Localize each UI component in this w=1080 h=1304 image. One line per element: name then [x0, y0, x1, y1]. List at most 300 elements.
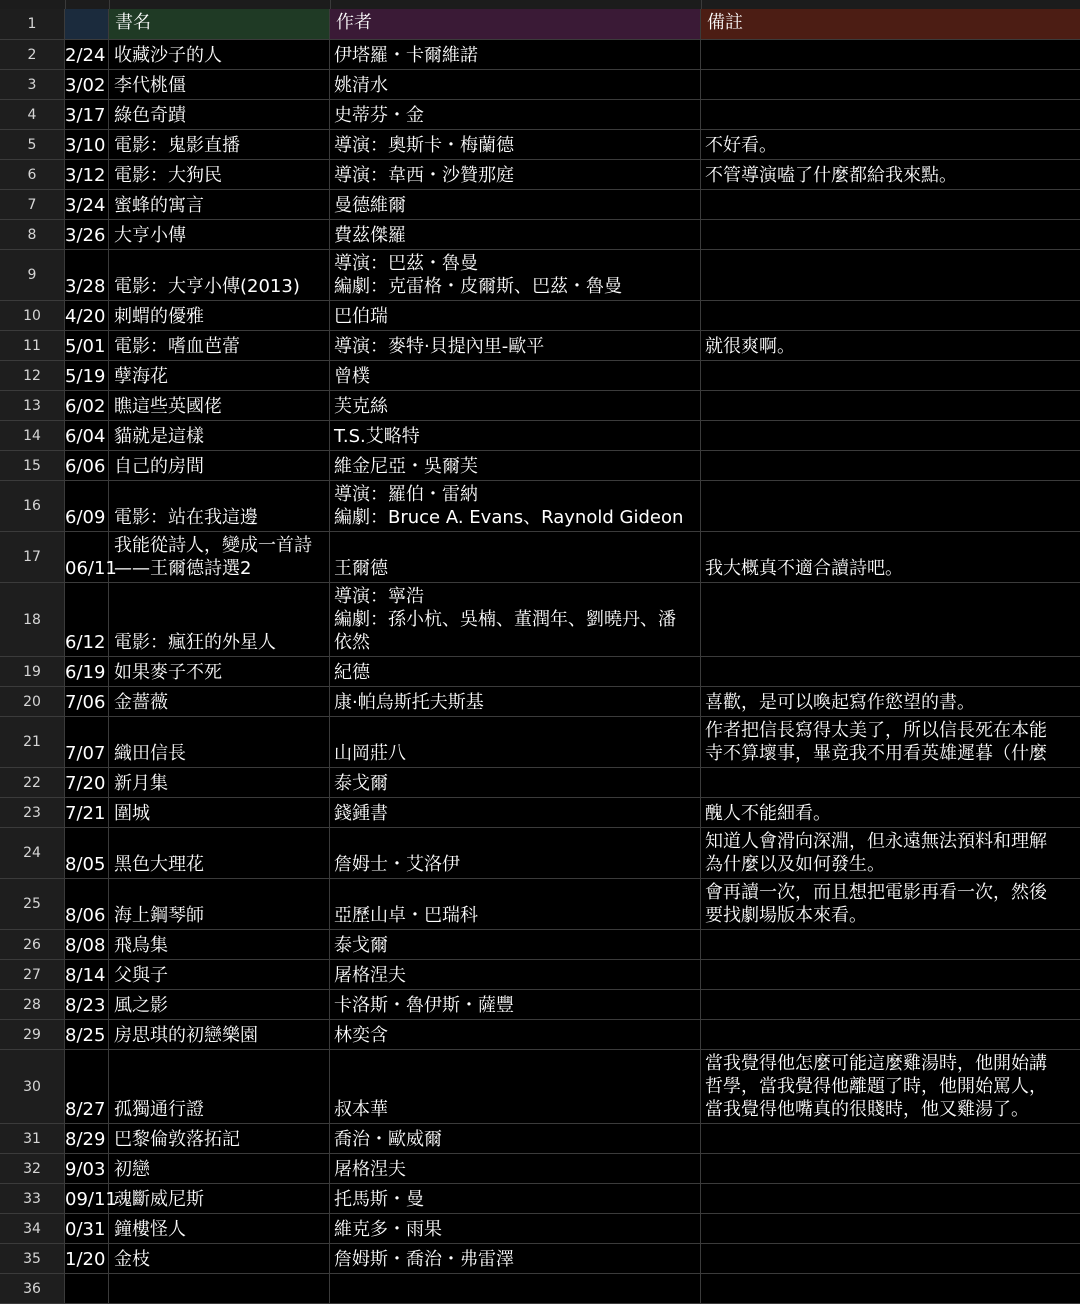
- row-number[interactable]: 22: [0, 768, 65, 798]
- cell-text: 2/24: [65, 45, 106, 66]
- cell-text: 圍城: [114, 803, 150, 824]
- table-row: [0, 930, 1080, 960]
- cell-text: 收藏沙子的人: [114, 45, 222, 66]
- column-divider: [701, 0, 702, 9]
- cell-text: 叔本華: [334, 1099, 388, 1120]
- cell-note[interactable]: [701, 1020, 1080, 1050]
- cell-author[interactable]: [330, 657, 701, 687]
- cell-text: 黑色大理花: [114, 854, 204, 875]
- cell-text: 泰戈爾: [334, 935, 388, 956]
- row-number[interactable]: 7: [0, 190, 65, 220]
- cell-text: 5/19: [65, 366, 106, 387]
- cell-note[interactable]: [701, 361, 1080, 391]
- cell-title[interactable]: [109, 70, 330, 100]
- cell-text: 魂斷威尼斯: [114, 1189, 204, 1210]
- cell-title[interactable]: [109, 583, 330, 657]
- cell-text: 姚清水: [334, 75, 388, 96]
- cell-date[interactable]: [65, 879, 109, 930]
- cell-title[interactable]: [109, 990, 330, 1020]
- table-row: [0, 1154, 1080, 1184]
- cell-author[interactable]: [330, 100, 701, 130]
- cell-author[interactable]: [330, 532, 701, 583]
- cell-note[interactable]: [701, 1184, 1080, 1214]
- cell-note[interactable]: [701, 583, 1080, 657]
- cell-text: 伊塔羅・卡爾維諾: [334, 45, 478, 66]
- table-row: [0, 828, 1080, 879]
- cell-text: 8/27: [65, 1099, 106, 1120]
- cell-text: 5/01: [65, 336, 106, 357]
- cell-text: 李代桃僵: [114, 75, 186, 96]
- table-row: [0, 250, 1080, 301]
- table-row: [0, 583, 1080, 657]
- cell-text: 屠格涅夫: [334, 1159, 406, 1180]
- cell-text: 導演：麥特·貝提內里-歐平: [334, 336, 545, 357]
- cell-text: 綠色奇蹟: [114, 105, 186, 126]
- cell-date[interactable]: [65, 657, 109, 687]
- cell-note[interactable]: [701, 1154, 1080, 1184]
- table-row: [0, 301, 1080, 331]
- row-number[interactable]: 1: [0, 9, 65, 40]
- row-number[interactable]: 27: [0, 960, 65, 990]
- table-row: [0, 451, 1080, 481]
- cell-title[interactable]: [109, 1274, 330, 1304]
- cell-date[interactable]: [65, 481, 109, 532]
- row-number[interactable]: 34: [0, 1214, 65, 1244]
- cell-author[interactable]: [330, 687, 701, 717]
- row-number[interactable]: 29: [0, 1020, 65, 1050]
- cell-text: 不管導演嗑了什麼都給我來點。: [705, 165, 957, 186]
- row-number[interactable]: 2: [0, 40, 65, 70]
- cell-date[interactable]: [65, 190, 109, 220]
- cell-text: 3/02: [65, 75, 106, 96]
- cell-text: 9/03: [65, 1159, 106, 1180]
- cell-author[interactable]: [330, 930, 701, 960]
- cell-text: 海上鋼琴師: [114, 905, 204, 926]
- cell-author[interactable]: [330, 798, 701, 828]
- cell-text: 醜人不能細看。: [705, 803, 831, 824]
- cell-text: 房思琪的初戀樂園: [114, 1025, 258, 1046]
- row-number[interactable]: 11: [0, 331, 65, 361]
- table-row: [0, 421, 1080, 451]
- cell-note[interactable]: [701, 421, 1080, 451]
- cell-text: 蜜蜂的寓言: [114, 195, 204, 216]
- cell-note[interactable]: [701, 930, 1080, 960]
- cell-text: 林奕含: [334, 1025, 388, 1046]
- cell-text: 電影：嗜血芭蕾: [114, 336, 240, 357]
- cell-note[interactable]: [701, 250, 1080, 301]
- cell-date[interactable]: [65, 130, 109, 160]
- cell-text: 8/23: [65, 995, 106, 1016]
- cell-text: 康·帕烏斯托夫斯基: [334, 692, 484, 713]
- cell-text: 0/31: [65, 1219, 106, 1240]
- cell-text: 6/02: [65, 396, 106, 417]
- cell-text: 7/07: [65, 743, 106, 764]
- cell-date[interactable]: [65, 1274, 109, 1304]
- cell-author[interactable]: [330, 391, 701, 421]
- cell-note[interactable]: [701, 160, 1080, 190]
- cell-date[interactable]: [65, 391, 109, 421]
- cell-title[interactable]: [109, 687, 330, 717]
- cell-title[interactable]: [109, 331, 330, 361]
- column-divider: [109, 0, 110, 9]
- cell-title[interactable]: [109, 391, 330, 421]
- cell-text: 8/06: [65, 905, 106, 926]
- cell-author[interactable]: [330, 990, 701, 1020]
- cell-text: 導演：奧斯卡・梅蘭德: [334, 135, 514, 156]
- row-number[interactable]: 21: [0, 717, 65, 768]
- table-row: [0, 391, 1080, 421]
- cell-title[interactable]: [109, 301, 330, 331]
- column-header-strip: [0, 0, 1080, 9]
- row-number[interactable]: 33: [0, 1184, 65, 1214]
- cell-date[interactable]: [65, 421, 109, 451]
- table-row: [0, 1050, 1080, 1124]
- cell-text: 6/19: [65, 662, 106, 683]
- cell-title[interactable]: [109, 879, 330, 930]
- table-row: [0, 1274, 1080, 1304]
- row-number[interactable]: 30: [0, 1050, 65, 1124]
- row-number[interactable]: 8: [0, 220, 65, 250]
- cell-title[interactable]: [109, 220, 330, 250]
- cell-note[interactable]: [701, 451, 1080, 481]
- cell-author[interactable]: [330, 451, 701, 481]
- cell-author[interactable]: [330, 768, 701, 798]
- table-row: [0, 220, 1080, 250]
- header-row: [0, 9, 1080, 40]
- cell-title[interactable]: [109, 532, 330, 583]
- cell-text: 6/04: [65, 426, 106, 447]
- cell-text: 曾樸: [334, 366, 370, 387]
- cell-note[interactable]: [701, 960, 1080, 990]
- header-cell-date[interactable]: [65, 9, 109, 40]
- cell-note[interactable]: [701, 220, 1080, 250]
- table-row: [0, 798, 1080, 828]
- cell-date[interactable]: [65, 361, 109, 391]
- cell-text: 初戀: [114, 1159, 150, 1180]
- cell-text: 就很爽啊。: [705, 336, 795, 357]
- cell-text: 3/10: [65, 135, 106, 156]
- cell-author[interactable]: [330, 40, 701, 70]
- header-label: 作者: [336, 12, 372, 33]
- cell-text: 電影：大狗民: [114, 165, 222, 186]
- cell-title[interactable]: [109, 100, 330, 130]
- cell-note[interactable]: [701, 301, 1080, 331]
- cell-text: 刺蝟的優雅: [114, 306, 204, 327]
- table-row: [0, 130, 1080, 160]
- cell-text: 貓就是這樣: [114, 426, 204, 447]
- cell-author[interactable]: [330, 331, 701, 361]
- cell-date[interactable]: [65, 1124, 109, 1154]
- row-number[interactable]: 19: [0, 657, 65, 687]
- cell-text: 山岡莊八: [334, 743, 406, 764]
- cell-date[interactable]: [65, 990, 109, 1020]
- cell-title[interactable]: [109, 40, 330, 70]
- header-cell-author[interactable]: [330, 9, 701, 40]
- cell-text: 織田信長: [114, 743, 186, 764]
- cell-author[interactable]: [330, 1214, 701, 1244]
- cell-title[interactable]: [109, 481, 330, 532]
- cell-text: 8/08: [65, 935, 106, 956]
- cell-date[interactable]: [65, 1020, 109, 1050]
- table-row: [0, 40, 1080, 70]
- row-number[interactable]: 35: [0, 1244, 65, 1274]
- cell-note[interactable]: [701, 190, 1080, 220]
- cell-title[interactable]: [109, 1154, 330, 1184]
- cell-title[interactable]: [109, 160, 330, 190]
- table-row: [0, 532, 1080, 583]
- cell-date[interactable]: [65, 1154, 109, 1184]
- cell-title[interactable]: [109, 1124, 330, 1154]
- cell-title[interactable]: [109, 1244, 330, 1274]
- table-row: [0, 1020, 1080, 1050]
- table-row: [0, 361, 1080, 391]
- cell-text: 3/28: [65, 276, 106, 297]
- cell-title[interactable]: [109, 960, 330, 990]
- cell-text: 6/06: [65, 456, 106, 477]
- cell-date[interactable]: [65, 100, 109, 130]
- cell-author[interactable]: [330, 1050, 701, 1124]
- cell-date[interactable]: [65, 1184, 117, 1214]
- cell-note[interactable]: [701, 391, 1080, 421]
- cell-note[interactable]: [701, 1244, 1080, 1274]
- cell-date[interactable]: [65, 220, 109, 250]
- row-number[interactable]: 24: [0, 828, 65, 879]
- cell-text: 導演：寧浩 編劇：孫小杭、吳楠、董潤年、劉曉丹、潘 依然: [334, 586, 676, 653]
- cell-title[interactable]: [109, 361, 330, 391]
- cell-note[interactable]: [701, 70, 1080, 100]
- cell-text: 7/20: [65, 773, 106, 794]
- cell-text: 風之影: [114, 995, 168, 1016]
- table-row: [0, 1214, 1080, 1244]
- row-number[interactable]: 5: [0, 130, 65, 160]
- cell-text: 我大概真不適合讀詩吧。: [705, 558, 903, 579]
- cell-text: 8/25: [65, 1025, 106, 1046]
- cell-text: 3/26: [65, 225, 106, 246]
- cell-text: 6/09: [65, 507, 106, 528]
- row-number[interactable]: 15: [0, 451, 65, 481]
- cell-note[interactable]: [701, 1050, 1080, 1124]
- cell-date[interactable]: [65, 687, 109, 717]
- cell-title[interactable]: [109, 717, 330, 768]
- row-number[interactable]: 18: [0, 583, 65, 657]
- row-number[interactable]: 13: [0, 391, 65, 421]
- cell-date[interactable]: [65, 798, 109, 828]
- cell-author[interactable]: [330, 1274, 701, 1304]
- row-number[interactable]: 4: [0, 100, 65, 130]
- cell-text: 孤獨通行證: [114, 1099, 204, 1120]
- cell-date[interactable]: [65, 250, 109, 301]
- cell-author[interactable]: [330, 361, 701, 391]
- cell-text: 詹姆士・艾洛伊: [334, 854, 460, 875]
- cell-author[interactable]: [330, 301, 701, 331]
- table-row: [0, 1244, 1080, 1274]
- cell-title[interactable]: [109, 930, 330, 960]
- cell-note[interactable]: [701, 331, 1080, 361]
- row-number[interactable]: 36: [0, 1274, 65, 1304]
- row-number[interactable]: 28: [0, 990, 65, 1020]
- cell-author[interactable]: [330, 583, 701, 657]
- cell-author[interactable]: [330, 421, 701, 451]
- cell-author[interactable]: [330, 250, 701, 301]
- cell-author[interactable]: [330, 960, 701, 990]
- row-number[interactable]: 6: [0, 160, 65, 190]
- cell-text: 屠格涅夫: [334, 965, 406, 986]
- table-row: [0, 990, 1080, 1020]
- cell-text: 維金尼亞・吳爾芙: [334, 456, 478, 477]
- cell-title[interactable]: [109, 130, 330, 160]
- cell-note[interactable]: [701, 481, 1080, 532]
- cell-text: 孽海花: [114, 366, 168, 387]
- table-row: [0, 100, 1080, 130]
- cell-title[interactable]: [109, 657, 330, 687]
- cell-text: 我能從詩人，變成一首詩 ——王爾德詩選2: [114, 535, 312, 579]
- cell-author[interactable]: [330, 160, 701, 190]
- cell-title[interactable]: [109, 1214, 330, 1244]
- cell-note[interactable]: [701, 717, 1080, 768]
- cell-text: 8/05: [65, 854, 106, 875]
- cell-date[interactable]: [65, 70, 109, 100]
- column-divider: [65, 0, 66, 9]
- cell-text: 3/24: [65, 195, 106, 216]
- cell-author[interactable]: [330, 130, 701, 160]
- cell-text: 知道人會滑向深淵，但永遠無法預料和理解 為什麼以及如何發生。: [705, 831, 1047, 875]
- cell-author[interactable]: [330, 70, 701, 100]
- cell-date[interactable]: [65, 160, 109, 190]
- row-number[interactable]: 10: [0, 301, 65, 331]
- cell-date[interactable]: [65, 828, 109, 879]
- row-number[interactable]: 32: [0, 1154, 65, 1184]
- cell-note[interactable]: [701, 798, 1080, 828]
- cell-text: 3/12: [65, 165, 106, 186]
- cell-author[interactable]: [330, 220, 701, 250]
- cell-title[interactable]: [109, 190, 330, 220]
- row-number[interactable]: 12: [0, 361, 65, 391]
- cell-text: 巴伯瑞: [334, 306, 388, 327]
- cell-text: 09/11: [65, 1189, 117, 1210]
- row-number[interactable]: 17: [0, 532, 65, 583]
- cell-text: 8/29: [65, 1129, 106, 1150]
- row-number[interactable]: 25: [0, 879, 65, 930]
- cell-author[interactable]: [330, 717, 701, 768]
- cell-text: 亞歷山卓・巴瑞科: [334, 905, 478, 926]
- row-number[interactable]: 23: [0, 798, 65, 828]
- cell-text: 費茲傑羅: [334, 225, 406, 246]
- row-number[interactable]: 26: [0, 930, 65, 960]
- cell-author[interactable]: [330, 828, 701, 879]
- cell-author[interactable]: [330, 1124, 701, 1154]
- cell-date[interactable]: [65, 1244, 109, 1274]
- cell-note[interactable]: [701, 879, 1080, 930]
- header-cell-title[interactable]: [109, 9, 330, 40]
- table-row: [0, 960, 1080, 990]
- cell-title[interactable]: [109, 250, 330, 301]
- cell-date[interactable]: [65, 717, 109, 768]
- cell-note[interactable]: [701, 1124, 1080, 1154]
- cell-note[interactable]: [701, 1214, 1080, 1244]
- cell-text: 瞧這些英國佬: [114, 396, 222, 417]
- cell-text: 電影：鬼影直播: [114, 135, 240, 156]
- cell-text: 王爾德: [334, 558, 388, 579]
- row-number[interactable]: 9: [0, 250, 65, 301]
- cell-title[interactable]: [109, 421, 330, 451]
- cell-note[interactable]: [701, 532, 1080, 583]
- header-label: 備註: [707, 12, 743, 33]
- cell-title[interactable]: [109, 1020, 330, 1050]
- row-number[interactable]: 3: [0, 70, 65, 100]
- row-number[interactable]: 20: [0, 687, 65, 717]
- cell-note[interactable]: [701, 100, 1080, 130]
- cell-date[interactable]: [65, 301, 109, 331]
- cell-note[interactable]: [701, 687, 1080, 717]
- cell-author[interactable]: [330, 481, 701, 532]
- cell-note[interactable]: [701, 657, 1080, 687]
- row-number[interactable]: 14: [0, 421, 65, 451]
- cell-title[interactable]: [109, 1184, 330, 1214]
- cell-author[interactable]: [330, 1020, 701, 1050]
- cell-text: 會再讀一次，而且想把電影再看一次，然後 要找劇場版本來看。: [705, 882, 1047, 926]
- cell-note[interactable]: [701, 1274, 1080, 1304]
- cell-text: 作者把信長寫得太美了，所以信長死在本能 寺不算壞事，畢竟我不用看英雄遲暮（什麼: [705, 720, 1047, 764]
- cell-title[interactable]: [109, 828, 330, 879]
- cell-date[interactable]: [65, 1214, 109, 1244]
- cell-text: 3/17: [65, 105, 106, 126]
- table-row: [0, 657, 1080, 687]
- table-row: [0, 70, 1080, 100]
- cell-title[interactable]: [109, 798, 330, 828]
- cell-text: 錢鍾書: [334, 803, 388, 824]
- cell-date[interactable]: [65, 960, 109, 990]
- cell-title[interactable]: [109, 768, 330, 798]
- row-number[interactable]: 31: [0, 1124, 65, 1154]
- cell-date[interactable]: [65, 583, 109, 657]
- cell-title[interactable]: [109, 451, 330, 481]
- row-number[interactable]: 16: [0, 481, 65, 532]
- cell-author[interactable]: [330, 1184, 701, 1214]
- cell-text: 巴黎倫敦落拓記: [114, 1129, 240, 1150]
- cell-date[interactable]: [65, 930, 109, 960]
- cell-title[interactable]: [109, 1050, 330, 1124]
- cell-note[interactable]: [701, 828, 1080, 879]
- cell-text: 電影：大亨小傳(2013): [114, 276, 300, 297]
- cell-author[interactable]: [330, 1154, 701, 1184]
- cell-text: 4/20: [65, 306, 106, 327]
- cell-date[interactable]: [65, 451, 109, 481]
- cell-date[interactable]: [65, 768, 109, 798]
- cell-date[interactable]: [65, 40, 109, 70]
- cell-date[interactable]: [65, 1050, 109, 1124]
- cell-author[interactable]: [330, 1244, 701, 1274]
- cell-note[interactable]: [701, 130, 1080, 160]
- header-label: 書名: [115, 12, 151, 33]
- table-row: [0, 1124, 1080, 1154]
- cell-text: 大亨小傳: [114, 225, 186, 246]
- cell-text: 鐘樓怪人: [114, 1219, 186, 1240]
- cell-text: 飛鳥集: [114, 935, 168, 956]
- cell-text: 新月集: [114, 773, 168, 794]
- cell-date[interactable]: [65, 532, 117, 583]
- cell-text: 父與子: [114, 965, 168, 986]
- header-cell-note[interactable]: [701, 9, 1080, 40]
- cell-author[interactable]: [330, 879, 701, 930]
- cell-author[interactable]: [330, 190, 701, 220]
- cell-date[interactable]: [65, 331, 109, 361]
- table-row: [0, 687, 1080, 717]
- cell-note[interactable]: [701, 990, 1080, 1020]
- cell-text: 如果麥子不死: [114, 662, 222, 683]
- cell-text: 電影：瘋狂的外星人: [114, 632, 276, 653]
- cell-note[interactable]: [701, 768, 1080, 798]
- cell-note[interactable]: [701, 40, 1080, 70]
